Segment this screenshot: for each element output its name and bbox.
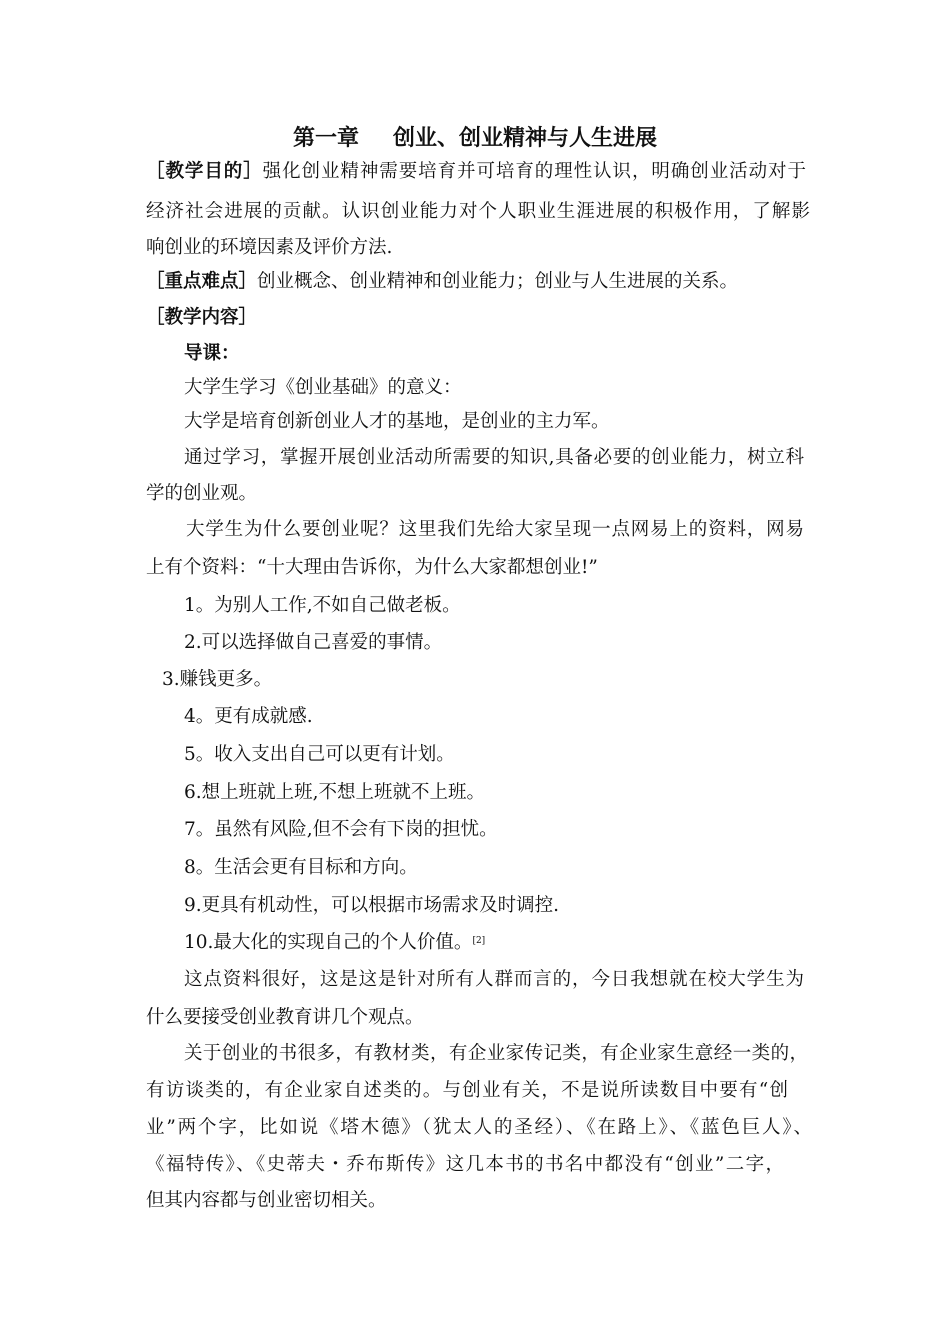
chapter-number: 第一章 [292,125,359,151]
comment-line-2: 什么要接受创业教育讲几个观点。 [146,1007,424,1028]
content-label: ［教学内容］ [146,307,258,328]
books-line-3: 业”两个字，比如说《塔木德》（犹太人的圣经）、《在路上》、《蓝色巨人》、 [146,1117,812,1138]
intro-line-1: 大学生学习《创业基础》的意义： [184,377,462,398]
reason-item: 7。虽然有风险,但不会有下岗的担忧。 [184,819,498,840]
intro-line-3: 通过学习，掌握开展创业活动所需要的知识,具备必要的创业能力，树立科 [184,447,804,468]
objective-text-1: 强化创业精神需要培育并可培育的理性认识，明确创业活动对于 [262,161,806,182]
objective-label: ［教学目的］ [146,161,263,182]
reason-item: 6.想上班就上班,不想上班就不上班。 [184,782,486,803]
chapter-title [0,124,950,152]
comment-line-1: 这点资料很好，这是这是针对所有人群而言的，今日我想就在校大学生为 [184,969,804,990]
intro-label: 导课： [184,343,240,364]
reason-item: 2.可以选择做自己喜爱的事情。 [184,632,443,653]
keypoints-line [146,270,738,294]
objective-line-1 [146,160,806,184]
chapter-name: 创业、创业精神与人生进展 [393,125,658,151]
reason-text: 10.最大化的实现自己的个人价值。 [184,932,473,953]
why-line-2: 上有个资料：“十大理由告诉你，为什么大家都想创业!” [146,557,598,578]
keypoints-label: ［重点难点］ [146,271,258,292]
citation-note: [2] [472,936,486,946]
intro-line-4: 学的创业观。 [146,483,258,504]
reason-item [184,931,485,955]
objective-line-3: 响创业的环境因素及评价方法. [146,237,393,258]
books-line-4: 《福特传》、《史蒂夫・乔布斯传》这几本书的书名中都没有“创业”二字， [146,1154,784,1175]
reason-item: 9.更具有机动性，可以根据市场需求及时调控. [184,895,560,916]
reason-item: 4。更有成就感. [184,706,313,727]
reason-item: 1。为别人工作,不如自己做老板。 [184,595,461,616]
reason-item: 5。收入支出自己可以更有计划。 [184,744,455,765]
keypoints-text: 创业概念、创业精神和创业能力；创业与人生进展的关系。 [257,271,739,292]
books-line-5: 但其内容都与创业密切相关。 [146,1190,387,1211]
books-line-2: 有访谈类的，有企业家自述类的。与创业有关，不是说所读数目中要有“创 [146,1080,788,1101]
reason-item: 8。生活会更有目标和方向。 [184,857,418,878]
intro-line-2: 大学是培育创新创业人才的基地，是创业的主力军。 [184,411,610,432]
reason-item: 3.赚钱更多。 [162,669,273,690]
books-line-1: 关于创业的书很多，有教材类，有企业家传记类，有企业家生意经一类的， [184,1043,808,1064]
objective-line-2: 经济社会进展的贡献。认识创业能力对个人职业生涯进展的积极作用，了解影 [146,201,810,222]
why-line-1: 大学生为什么要创业呢？这里我们先给大家呈现一点网易上的资料，网易 [186,519,804,540]
